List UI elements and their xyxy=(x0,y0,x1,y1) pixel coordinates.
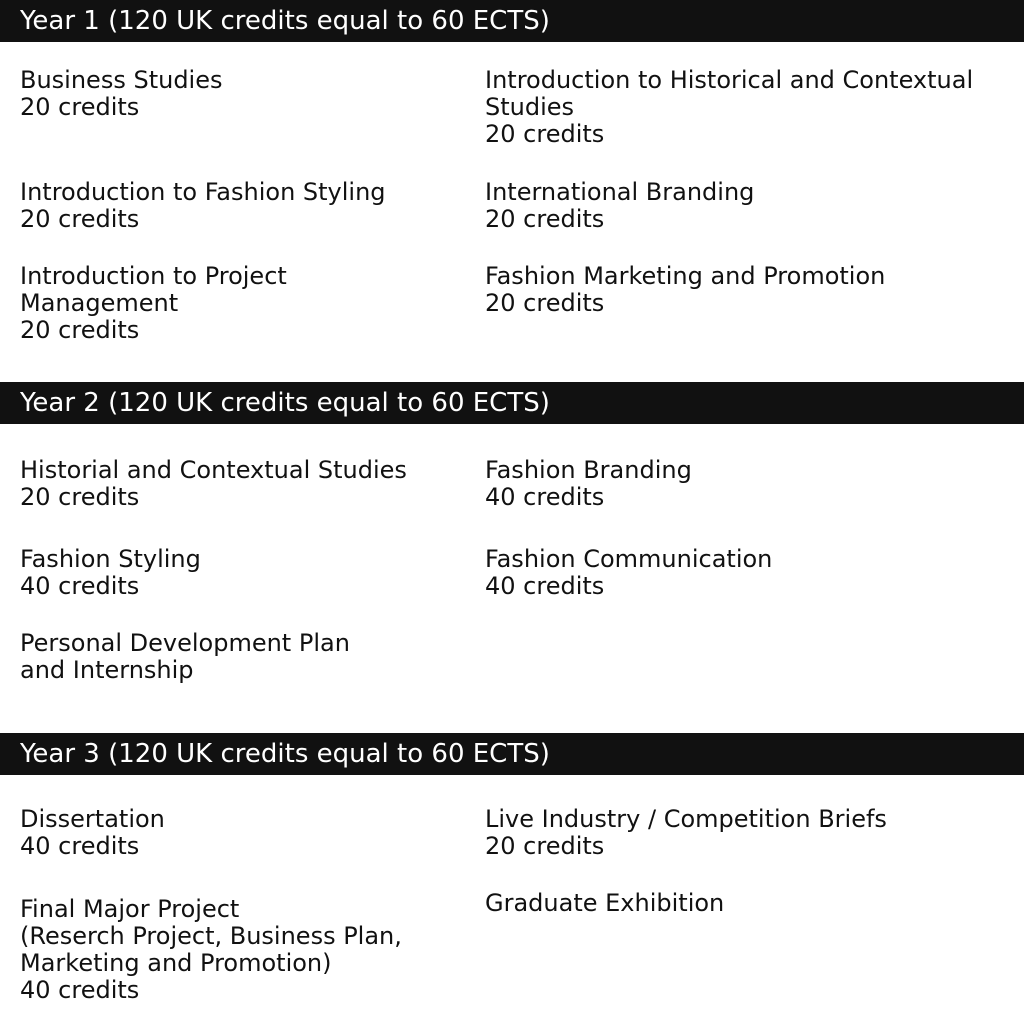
module-name-continued: Studies xyxy=(485,93,575,121)
year-3-header: Year 3 (120 UK credits equal to 60 ECTS) xyxy=(0,733,1024,775)
module-intro-historical-contextual xyxy=(485,67,1015,148)
module-fashion-branding xyxy=(485,457,1015,511)
module-international-branding xyxy=(485,179,1015,233)
module-name-continued: Marketing and Promotion) xyxy=(20,949,332,977)
module-name: Introduction to Historical and Contextual xyxy=(485,66,974,94)
module-live-industry-briefs xyxy=(485,806,1015,860)
module-credits: 20 credits xyxy=(485,832,605,860)
module-credits: 20 credits xyxy=(485,205,605,233)
module-name-continued: Management xyxy=(20,289,179,317)
module-name-continued: (Reserch Project, Business Plan, xyxy=(20,922,402,950)
module-fashion-marketing-promotion xyxy=(485,263,1015,317)
module-final-major-project xyxy=(20,896,460,1004)
module-name: Business Studies xyxy=(20,66,223,94)
module-fashion-styling xyxy=(20,546,460,600)
module-fashion-communication xyxy=(485,546,1015,600)
year-2-header: Year 2 (120 UK credits equal to 60 ECTS) xyxy=(0,382,1024,424)
module-name: Personal Development Plan xyxy=(20,629,350,657)
module-credits: 40 credits xyxy=(485,483,605,511)
module-credits: 40 credits xyxy=(20,976,140,1004)
module-name: Fashion Styling xyxy=(20,545,201,573)
module-credits: 40 credits xyxy=(20,832,140,860)
module-name: Introduction to Fashion Styling xyxy=(20,178,386,206)
module-name-continued: and Internship xyxy=(20,656,194,684)
module-intro-project-management xyxy=(20,263,460,344)
module-business-studies xyxy=(20,67,460,121)
year-1-header: Year 1 (120 UK credits equal to 60 ECTS) xyxy=(0,0,1024,42)
module-personal-development-plan xyxy=(20,630,460,684)
module-name: International Branding xyxy=(485,178,755,206)
module-name: Fashion Marketing and Promotion xyxy=(485,262,886,290)
module-name: Fashion Branding xyxy=(485,456,692,484)
module-dissertation xyxy=(20,806,460,860)
module-name: Historial and Contextual Studies xyxy=(20,456,407,484)
module-credits: 20 credits xyxy=(485,120,605,148)
module-name: Graduate Exhibition xyxy=(485,889,725,917)
module-intro-fashion-styling xyxy=(20,179,460,233)
module-name: Fashion Communication xyxy=(485,545,773,573)
module-credits: 20 credits xyxy=(20,93,140,121)
module-name: Introduction to Project xyxy=(20,262,287,290)
module-credits: 40 credits xyxy=(485,572,605,600)
module-credits: 20 credits xyxy=(20,483,140,511)
module-credits: 20 credits xyxy=(20,205,140,233)
module-credits: 40 credits xyxy=(20,572,140,600)
module-graduate-exhibition xyxy=(485,890,1015,917)
module-historial-contextual-studies xyxy=(20,457,460,511)
module-credits: 20 credits xyxy=(485,289,605,317)
module-name: Final Major Project xyxy=(20,895,240,923)
module-name: Live Industry / Competition Briefs xyxy=(485,805,887,833)
module-credits: 20 credits xyxy=(20,316,140,344)
module-name: Dissertation xyxy=(20,805,165,833)
